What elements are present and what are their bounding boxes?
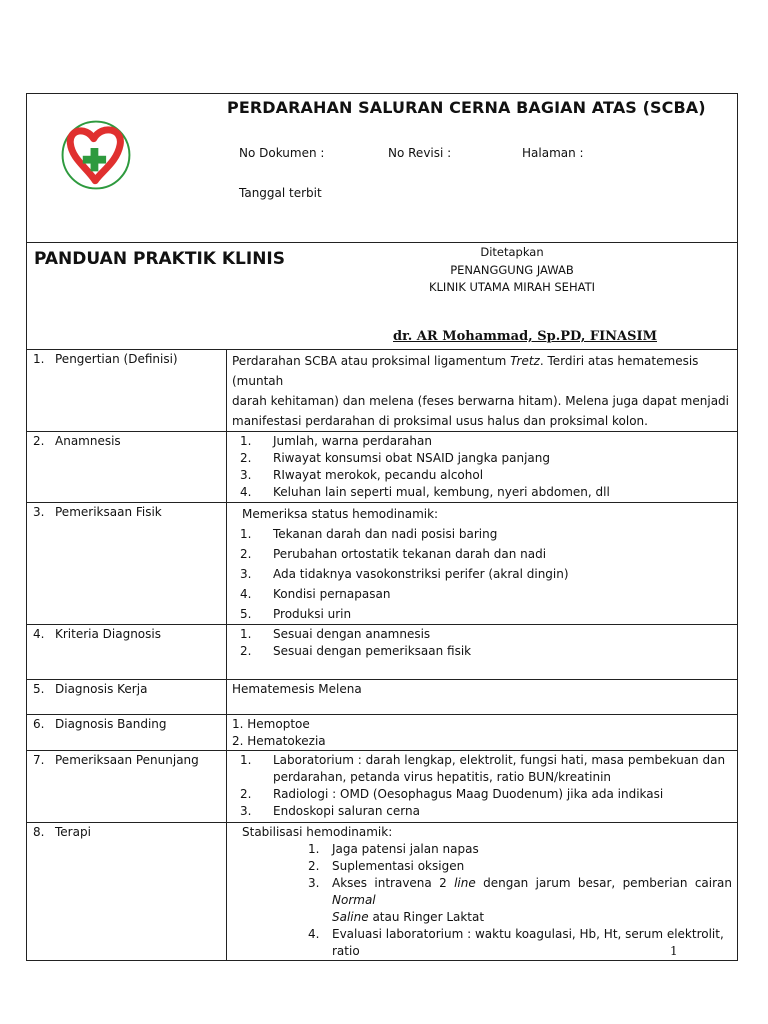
- list-item: 1. Jaga patensi jalan napas: [308, 842, 479, 856]
- row-number: 4.: [33, 627, 45, 641]
- klinik-name: KLINIK UTAMA MIRAH SEHATI: [428, 280, 595, 294]
- list-item: 5. Produksi urin: [240, 607, 352, 621]
- list-item: 4. Evaluasi laboratorium : waktu koagulasi, Hb, Ht, serum elektrolit, ratio: [308, 927, 724, 958]
- header-approval-box: [26, 242, 738, 350]
- clinic-logo-icon: [51, 120, 141, 190]
- row-number: 7.: [33, 753, 45, 767]
- content-table: [26, 349, 738, 961]
- list-item: 1. Hemoptoe: [232, 717, 310, 731]
- diagnosis-kerja-text: Hematemesis Melena: [232, 682, 362, 696]
- row-number: 1.: [33, 352, 45, 366]
- row-label: Diagnosis Kerja: [55, 682, 148, 696]
- penunjang-list: [232, 752, 732, 820]
- stabilisasi-intro: Stabilisasi hemodinamik:: [242, 825, 393, 839]
- row-label: Kriteria Diagnosis: [55, 627, 161, 641]
- ditetapkan-label: Ditetapkan: [480, 245, 544, 259]
- penanggung-jawab-label: PENANGGUNG JAWAB: [450, 263, 574, 277]
- panduan-title: PANDUAN PRAKTIK KLINIS: [34, 249, 285, 269]
- document-title: PERDARAHAN SALURAN CERNA BAGIAN ATAS (SCBA): [227, 98, 706, 117]
- list-item: 2. Sesuai dengan pemeriksaan fisik: [240, 644, 472, 658]
- table-row: [27, 350, 738, 432]
- list-item: 4. Kondisi pernapasan: [240, 587, 391, 601]
- kriteria-list: [232, 626, 732, 660]
- terapi-list: [232, 841, 732, 960]
- row-label: Pemeriksaan Penunjang: [55, 753, 199, 767]
- row-number: 5.: [33, 682, 45, 696]
- table-row: [27, 751, 738, 823]
- row-number: 2.: [33, 434, 45, 448]
- row-label: Pemeriksaan Fisik: [55, 505, 162, 519]
- list-item: 2. Radiologi : OMD (Oesophagus Maag Duodenum) jika ada indikasi: [240, 787, 664, 801]
- table-row: [27, 503, 738, 625]
- list-item: 4. Keluhan lain seperti mual, kembung, nyeri abdomen, dll: [240, 485, 610, 499]
- table-row: [27, 823, 738, 961]
- table-row: [27, 715, 738, 751]
- header-top-box: [26, 93, 738, 243]
- list-item: 2. Suplementasi oksigen: [308, 859, 465, 873]
- list-item: 2. Hematokezia: [232, 734, 326, 748]
- no-dokumen-label: No Dokumen :: [239, 146, 325, 160]
- hemodinamik-intro: Memeriksa status hemodinamik:: [242, 507, 439, 521]
- doctor-name: dr. AR Mohammad, Sp.PD, FINASIM: [393, 329, 658, 344]
- row-label: Pengertian (Definisi): [55, 352, 178, 366]
- table-row: [27, 680, 738, 715]
- list-item: 3. RIwayat merokok, pecandu alcohol: [240, 468, 484, 482]
- list-item: 2. Perubahan ortostatik tekanan darah dan nadi: [240, 547, 547, 561]
- row-label: Diagnosis Banding: [55, 717, 167, 731]
- list-item: 3. Ada tidaknya vasokonstriksi perifer (akral dingin): [240, 567, 569, 581]
- list-item: 2. Riwayat konsumsi obat NSAID jangka panjang: [240, 451, 550, 465]
- page-number: 1: [670, 944, 678, 958]
- list-item: 1. Tekanan darah dan nadi posisi baring: [240, 527, 498, 541]
- pemeriksaan-fisik-list: [232, 524, 732, 624]
- table-row: [27, 432, 738, 503]
- row-label: Terapi: [55, 825, 91, 839]
- row-label: Anamnesis: [55, 434, 121, 448]
- definition-line-3: manifestasi perdarahan di proksimal usus halus dan proksimal kolon.: [232, 414, 648, 428]
- no-revisi-label: No Revisi :: [388, 146, 452, 160]
- definition-line-2: darah kehitaman) dan melena (feses berwarna hitam). Melena juga dapat menjadi: [232, 394, 729, 408]
- definition-line-1: Perdarahan SCBA atau proksimal ligamentum Tretz. Terdiri atas hematemesis (muntah: [232, 354, 699, 388]
- row-number: 6.: [33, 717, 45, 731]
- list-item: 1. Laboratorium : darah lengkap, elektrolit, fungsi hati, masa pembekuan dan perdarahan, petanda virus hepatitis, ratio BUN/kreatinin: [240, 753, 726, 784]
- anamnesis-list: [232, 433, 732, 501]
- list-item: 1. Jumlah, warna perdarahan: [240, 434, 432, 448]
- list-item: 1. Sesuai dengan anamnesis: [240, 627, 431, 641]
- list-item: 3. Akses intravena 2 line dengan jarum besar, pemberian cairan Normal Saline atau Ringer Laktat: [308, 876, 733, 924]
- table-row: [27, 625, 738, 680]
- tanggal-terbit-label: Tanggal terbit: [239, 186, 322, 200]
- row-number: 8.: [33, 825, 45, 839]
- row-number: 3.: [33, 505, 45, 519]
- list-item: 3. Endoskopi saluran cerna: [240, 804, 420, 818]
- halaman-label: Halaman :: [522, 146, 584, 160]
